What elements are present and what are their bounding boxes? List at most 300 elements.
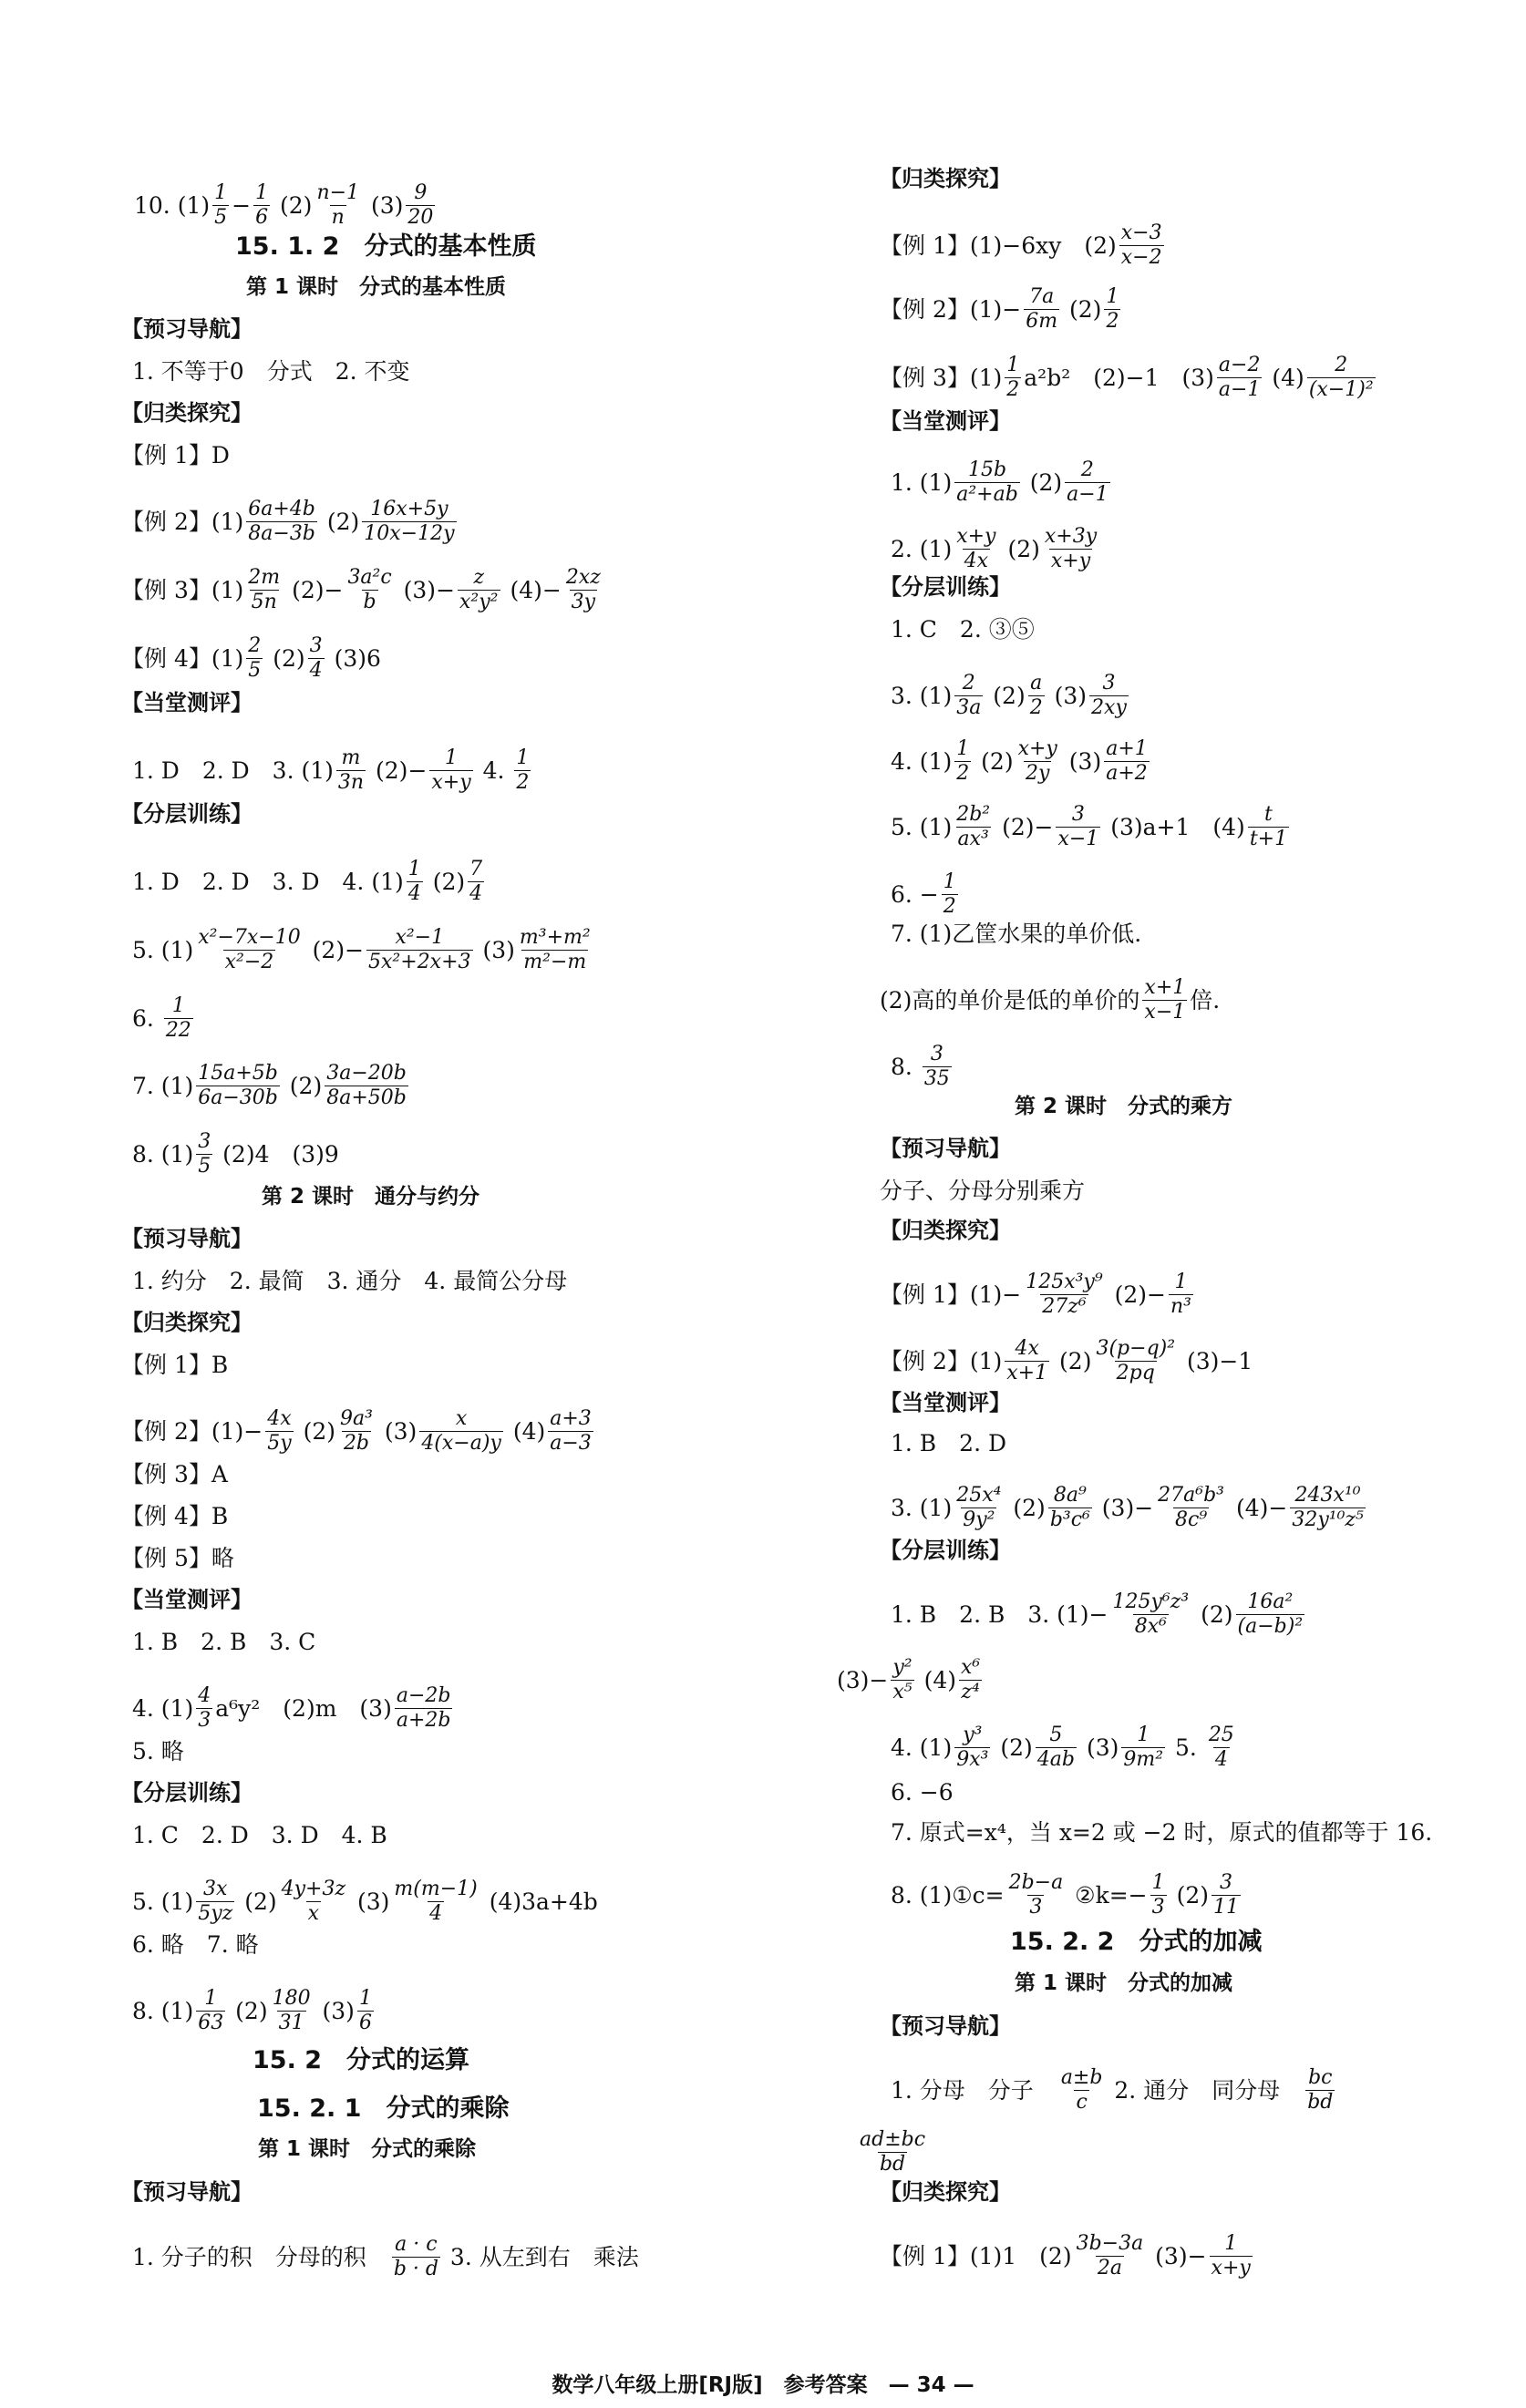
left-col-answer-line [121, 1505, 228, 1528]
right-col-section-tag [880, 168, 1011, 190]
numerator: 16x+5y [370, 498, 449, 520]
numerator: 16a² [1247, 1590, 1294, 1613]
right-col-answer-line [891, 1591, 1307, 1638]
left-col-answer-line [132, 1270, 567, 1292]
text-run: 【例 1】B [121, 1352, 229, 1378]
text-run: 【例 1】(1)−6xy (2) [880, 232, 1117, 260]
text-run: (3) [314, 1998, 355, 2025]
left-col-answer-line [132, 927, 595, 973]
numerator: a−2b [396, 1684, 451, 1707]
numerator: a−2 [1218, 354, 1261, 376]
text-run: 【分层训练】 [121, 1780, 253, 1806]
denominator: 6a−30b [198, 1086, 278, 1110]
text-run: 7. (1) [132, 1073, 194, 1100]
numerator: a+3 [550, 1407, 592, 1430]
denominator: a−3 [550, 1432, 592, 1456]
denominator: a+2 [1106, 762, 1148, 786]
left-col-answer-line [132, 1988, 376, 2034]
left-col-heading [257, 2096, 509, 2121]
fraction [271, 1988, 313, 2034]
text-run: (2)4 (3)9 [215, 1141, 339, 1168]
text-run: 第 1 课时 分式的乘除 [258, 2137, 477, 2161]
numerator: 25x⁴ [956, 1484, 1002, 1507]
right-col-section-tag [880, 2015, 1011, 2037]
denominator: 6m [1026, 310, 1058, 334]
numerator: 25 [1208, 1724, 1234, 1746]
text-run: (2) [1052, 1348, 1092, 1375]
numerator: 3b−3a [1076, 2232, 1144, 2255]
text-run: 1. 约分 2. 最简 3. 通分 4. 最简公分母 [132, 1268, 568, 1294]
text-run: 5. (1) [132, 937, 194, 964]
left-col-heading [262, 1187, 479, 1208]
right-col-answer-line [891, 1872, 1243, 1919]
text-run: 【预习导航】 [880, 1136, 1011, 1161]
fraction [407, 859, 423, 905]
numerator: x+y [1017, 737, 1057, 760]
numerator: 125x³y⁹ [1026, 1271, 1103, 1293]
text-run: (3) [376, 1418, 418, 1446]
fraction [392, 1878, 479, 1925]
left-col-section-tag [121, 402, 253, 424]
right-col-answer-line [891, 1044, 954, 1090]
text-run: (2) [1000, 536, 1040, 563]
text-run: (2) [1193, 1601, 1233, 1629]
fraction [336, 747, 366, 794]
right-col-answer-line [891, 922, 1141, 945]
denominator: 5n [251, 591, 277, 614]
text-run: 【例 1】D [121, 442, 230, 468]
denominator: 4(x−a)y [421, 1432, 501, 1456]
fraction [196, 1878, 234, 1925]
text-run: 10. (1) [134, 192, 211, 220]
fraction [1024, 286, 1059, 333]
denominator: 2 [943, 895, 956, 919]
numerator: 9a³ [340, 1407, 373, 1430]
fraction [1056, 804, 1100, 850]
text-run: 8. (1)①c= [891, 1882, 1005, 1909]
left-col-answer-line [121, 1463, 228, 1486]
text-run: 1. B 2. B 3. (1)− [891, 1601, 1108, 1629]
numerator: 3 [1071, 803, 1085, 826]
denominator: (a−b)² [1237, 1615, 1304, 1639]
text-run: (2) [974, 748, 1014, 776]
text-run: 15. 2. 2 分式的加减 [1010, 1928, 1263, 1956]
right-col-heading [1015, 1096, 1232, 1117]
text-run: (3)− [396, 577, 456, 604]
text-run: (3) [1047, 683, 1088, 710]
numerator: 3a²c [347, 566, 392, 589]
denominator: 5 [214, 206, 228, 230]
right-col-answer-line [837, 1657, 985, 1703]
fraction [959, 1657, 982, 1703]
fraction [419, 1408, 503, 1455]
fraction [954, 526, 997, 572]
denominator: 9x³ [956, 1748, 989, 1772]
fraction [1104, 738, 1150, 785]
fraction [1111, 1591, 1191, 1638]
fraction [954, 1485, 1003, 1531]
text-run: 5. [1168, 1734, 1204, 1762]
left-col-answer-line [121, 635, 381, 682]
left-col-answer-line [132, 360, 410, 383]
fraction [366, 927, 473, 973]
denominator: 4 [309, 659, 323, 683]
right-col-answer-line [891, 673, 1131, 719]
text-run: 【归类探究】 [121, 400, 253, 426]
right-col-answer-line [891, 1724, 1239, 1771]
text-run: 3. (1) [891, 683, 953, 710]
denominator: x²−2 [224, 951, 274, 974]
numerator: a · c [395, 2233, 438, 2256]
fraction [1169, 1271, 1193, 1318]
fraction [1043, 526, 1098, 572]
text-run: 【例 1】(1)1 (2) [880, 2243, 1072, 2270]
numerator: 1 [516, 746, 530, 769]
numerator: ad±bc [860, 2128, 926, 2151]
fraction [1048, 1485, 1092, 1531]
numerator: 1 [1137, 1724, 1150, 1746]
numerator: n−1 [316, 181, 360, 204]
right-col-section-tag [880, 1137, 1011, 1159]
right-col-section-tag [880, 1539, 1011, 1561]
denominator: 3 [1029, 1896, 1043, 1919]
denominator: 6 [255, 206, 269, 230]
fraction [1248, 804, 1289, 850]
fraction [212, 182, 229, 229]
fraction [954, 673, 983, 719]
right-col-answer-line [891, 804, 1292, 850]
denominator: 3y [571, 591, 596, 614]
numerator: 2 [248, 634, 262, 657]
fraction [1059, 2067, 1105, 2114]
denominator: 32y¹⁰z⁵ [1292, 1508, 1364, 1532]
right-col-answer-line [855, 2129, 930, 2176]
left-col-answer-line [121, 1547, 234, 1569]
text-run: (2) [1005, 1495, 1046, 1522]
text-run: 1. 分母 分子 [891, 2077, 1057, 2104]
numerator: 4x [267, 1407, 292, 1430]
numerator: t [1264, 803, 1273, 826]
numerator: 1 [1151, 1871, 1165, 1894]
fraction [1075, 2233, 1146, 2279]
text-run: (3)− [837, 1667, 889, 1694]
text-run: 【当堂测评】 [121, 690, 253, 715]
numerator: 1 [214, 181, 228, 204]
right-col-answer-line [891, 1821, 1432, 1844]
left-col-heading [246, 277, 506, 298]
numerator: m [341, 746, 361, 769]
fraction [1065, 459, 1110, 506]
text-run: 15. 1. 2 分式的基本性质 [235, 232, 537, 261]
text-run: 【预习导航】 [121, 1226, 253, 1251]
text-run: 【当堂测评】 [880, 1390, 1011, 1415]
fraction [345, 567, 393, 613]
text-run: 【预习导航】 [880, 2013, 1011, 2039]
fraction [1104, 286, 1120, 333]
left-col-answer-line [132, 1063, 411, 1109]
text-run: 4. [475, 757, 512, 785]
fraction [954, 804, 992, 850]
text-run: (3)− [1094, 1495, 1154, 1522]
fraction [253, 182, 270, 229]
denominator: 27z⁶ [1042, 1295, 1087, 1319]
fraction [1016, 738, 1059, 785]
left-col-section-tag [121, 803, 253, 825]
text-run: (3) [364, 192, 404, 220]
denominator: 8a+50b [326, 1086, 407, 1110]
numerator: 1 [1106, 285, 1119, 308]
text-run: 6. [132, 1005, 161, 1033]
text-run: 5. 略 [132, 1738, 184, 1765]
denominator: a+2b [396, 1709, 451, 1733]
denominator: 5x²+2x+3 [368, 951, 471, 974]
text-run: 7. (1)乙筐水果的单价低. [891, 921, 1142, 947]
text-run: (3) [1079, 1734, 1119, 1762]
denominator: (x−1)² [1308, 378, 1374, 402]
left-col-answer-line [121, 567, 605, 613]
numerator: 1 [1224, 2232, 1238, 2255]
denominator: bd [1307, 2091, 1334, 2115]
denominator: x−2 [1120, 246, 1162, 270]
fraction [246, 635, 263, 682]
numerator: a+1 [1106, 737, 1148, 760]
numerator: 7a [1029, 285, 1055, 308]
numerator: x²−1 [395, 926, 445, 949]
text-run: (3)a+1 (4) [1103, 814, 1245, 841]
fraction [858, 2129, 927, 2176]
text-run: (3) [475, 937, 515, 964]
denominator: 2y [1026, 762, 1050, 786]
denominator: 8a−3b [248, 522, 315, 546]
right-col-answer-line [891, 738, 1152, 785]
denominator: x²y² [459, 591, 499, 614]
fraction [514, 747, 531, 794]
fraction [1024, 1271, 1104, 1318]
denominator: 6 [358, 2012, 372, 2035]
numerator: 3(p−q)² [1096, 1337, 1176, 1360]
text-run: 4. (1) [891, 748, 953, 776]
text-run: 6. −6 [891, 1779, 954, 1806]
right-col-section-tag [880, 1392, 1011, 1414]
denominator: a−1 [1067, 483, 1108, 507]
fraction [942, 871, 958, 918]
left-col-section-tag [121, 2181, 253, 2203]
text-run: (2)− [368, 757, 428, 785]
numerator: a [1030, 672, 1043, 695]
text-run: 4. (1) [891, 1734, 953, 1762]
fraction [564, 567, 603, 613]
numerator: 4x [1015, 1337, 1039, 1360]
text-run: 6. 略 7. 略 [132, 1931, 259, 1958]
denominator: b³c⁶ [1049, 1508, 1090, 1532]
text-run: 4. (1) [132, 1695, 194, 1723]
text-run: (2) [993, 1734, 1033, 1762]
right-col-answer-line [880, 355, 1378, 401]
numerator: 1 [956, 737, 970, 760]
text-run: (3)−1 [1180, 1348, 1253, 1375]
left-col-answer-line [132, 995, 196, 1042]
left-col-answer-line [132, 1685, 455, 1732]
text-run: 【例 2】(1) [121, 509, 244, 536]
numerator: x [455, 1407, 468, 1430]
text-run: 1. B 2. D [891, 1430, 1007, 1456]
right-col-heading [1015, 1973, 1232, 1994]
text-run: (4)3a+4b [481, 1888, 598, 1916]
text-run: (2)− [995, 814, 1054, 841]
text-run: (4) [1264, 365, 1304, 392]
text-run: (2) [237, 1888, 277, 1916]
numerator: y² [892, 1656, 913, 1679]
numerator: 4 [198, 1684, 211, 1707]
right-col-answer-line [891, 618, 1035, 641]
text-run: 5. (1) [891, 814, 953, 841]
fraction [308, 635, 325, 682]
denominator: 2 [1029, 696, 1043, 720]
fraction [246, 499, 317, 545]
text-run: 第 2 课时 通分与约分 [262, 1185, 480, 1209]
numerator: 4y+3z [281, 1878, 346, 1900]
text-run: 1. C 2. D 3. D 4. B [132, 1822, 387, 1848]
numerator: 6a+4b [248, 498, 315, 520]
left-col-answer-line [132, 1740, 184, 1763]
denominator: 2pq [1116, 1362, 1155, 1385]
left-col-answer-line [132, 1878, 598, 1925]
right-col-answer-line [880, 1338, 1253, 1384]
right-col-answer-line [891, 1485, 1368, 1531]
left-col-answer-line [121, 444, 230, 467]
numerator: 7 [469, 858, 483, 880]
numerator: 2b−a [1008, 1871, 1064, 1894]
numerator: 15b [967, 458, 1007, 481]
fraction [429, 747, 472, 794]
denominator: 2 [956, 762, 970, 786]
right-col-answer-line [891, 1432, 1006, 1455]
fraction [196, 1685, 212, 1732]
numerator: 2 [1080, 458, 1094, 481]
text-run: a²b² (2)−1 (3) [1024, 365, 1214, 392]
fraction [406, 182, 435, 229]
denominator: 3 [198, 1709, 211, 1733]
denominator: x⁵ [892, 1681, 913, 1704]
text-run: (2)− [284, 577, 344, 604]
text-run: (2) [295, 1418, 336, 1446]
denominator: z⁴ [961, 1681, 980, 1704]
text-run: (3) [350, 1888, 390, 1916]
numerator: x−3 [1120, 221, 1162, 244]
denominator: 4 [407, 882, 421, 906]
text-run: 分子、分母分别乘方 [880, 1178, 1086, 1204]
text-run: 【预习导航】 [121, 2179, 253, 2205]
denominator: 9m² [1123, 1748, 1164, 1772]
denominator: n [331, 206, 345, 230]
text-run: (2) [985, 683, 1026, 710]
fraction [280, 1878, 347, 1925]
numerator: 8a⁹ [1053, 1484, 1087, 1507]
numerator: m(m−1) [394, 1878, 478, 1900]
text-run: 【例 5】略 [121, 1545, 234, 1571]
numerator: 3x [203, 1878, 228, 1900]
left-col-heading [258, 2139, 476, 2160]
text-run: 【分层训练】 [880, 1538, 1011, 1563]
fraction [1119, 222, 1164, 269]
text-run: 【例 1】(1)− [880, 1281, 1022, 1309]
text-run: (2) [1169, 1882, 1209, 1909]
right-col-heading [1010, 1929, 1262, 1954]
fraction [923, 1044, 952, 1090]
numerator: 1 [204, 1987, 218, 2010]
text-run: (4) [505, 1418, 546, 1446]
fraction [1089, 673, 1129, 719]
denominator: 4x [964, 550, 989, 573]
left-col-answer-line [132, 1131, 339, 1178]
text-run: 5. (1) [132, 1888, 194, 1916]
numerator: 3 [309, 634, 323, 657]
text-run: (3)6 [326, 645, 381, 673]
text-run: 【分层训练】 [880, 574, 1011, 600]
text-run: 【例 3】(1) [880, 365, 1003, 392]
text-run: (2) [273, 192, 313, 220]
text-run: 【当堂测评】 [880, 408, 1011, 434]
text-run: 【当堂测评】 [121, 1587, 253, 1612]
text-run: (3)− [1148, 2243, 1207, 2270]
text-run: 15. 2. 1 分式的乘除 [257, 2094, 510, 2123]
denominator: 9y² [963, 1508, 995, 1532]
text-run: 1. 不等于0 分式 2. 不变 [132, 358, 410, 385]
numerator: a±b [1060, 2066, 1103, 2089]
numerator: 2 [1335, 354, 1348, 376]
numerator: 2m [248, 566, 281, 589]
text-run: 【例 4】(1) [121, 645, 244, 673]
denominator: ax³ [957, 828, 989, 851]
denominator: m²−m [523, 951, 587, 974]
text-run: 6. − [891, 881, 939, 909]
fraction [468, 859, 484, 905]
text-run: 8. (1) [132, 1141, 194, 1168]
left-col-heading [253, 2048, 469, 2073]
fraction [548, 1408, 593, 1455]
fraction [362, 499, 456, 545]
denominator: c [1076, 2091, 1088, 2115]
numerator: x+1 [1144, 976, 1186, 999]
text-run: 【例 2】(1) [880, 1348, 1003, 1375]
denominator: x [307, 1902, 320, 1926]
denominator: t+1 [1249, 828, 1288, 851]
text-run: 【分层训练】 [121, 801, 253, 827]
denominator: 3n [337, 771, 365, 795]
numerator: x+3y [1044, 525, 1098, 548]
denominator: 2b [343, 1432, 370, 1456]
text-run: 【归类探究】 [880, 1218, 1011, 1243]
text-run: 2. (1) [891, 536, 953, 563]
text-run: (4)− [1229, 1495, 1288, 1522]
fraction [196, 1988, 225, 2034]
text-run: 1. D 2. D 3. (1) [132, 757, 334, 785]
page-footer: 数学八年级上册[RJ版] 参考答案 — 34 — [552, 2373, 974, 2397]
numerator: 5 [1049, 1724, 1063, 1746]
denominator: 2xy [1091, 696, 1127, 720]
numerator: x²−7x−10 [198, 926, 301, 949]
denominator: 2 [1106, 310, 1119, 334]
text-run: 【归类探究】 [121, 1310, 253, 1335]
text-run: (4)− [502, 577, 562, 604]
text-run: ②k=− [1067, 1882, 1148, 1909]
denominator: 8c⁹ [1175, 1508, 1208, 1532]
fraction [395, 1685, 453, 1732]
fraction [314, 182, 361, 229]
fraction [1207, 1724, 1236, 1771]
text-run: 15. 2 分式的运算 [253, 2046, 470, 2074]
denominator: x+y [1211, 2257, 1251, 2280]
